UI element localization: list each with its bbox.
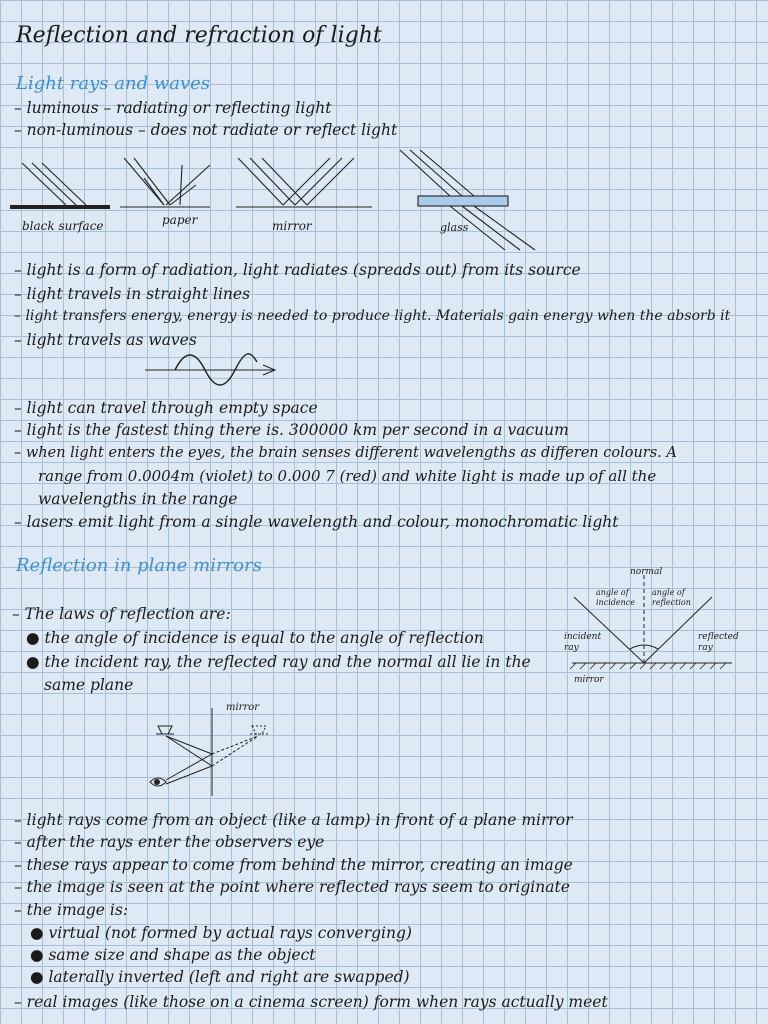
fact-line: – light travels as waves xyxy=(14,331,197,349)
bullet-icon: ● xyxy=(26,629,45,647)
label-mirror: mirror xyxy=(272,219,312,233)
surfaces-diagram xyxy=(0,0,768,270)
fact-line: range from 0.0004m (violet) to 0.000 7 (red) and white light is made up of all the xyxy=(38,467,657,485)
note-line-last: – real images (like those on a cinema screen) form when rays actually meet xyxy=(14,993,608,1011)
bullet-icon: ● xyxy=(30,968,49,986)
laws-intro: – The laws of reflection are: xyxy=(12,605,231,623)
page-title: Reflection and refraction of light xyxy=(16,23,382,48)
label-mirror-lamp: mirror xyxy=(226,702,260,713)
law-text: the angle of incidence is equal to the angle of reflection xyxy=(44,629,484,647)
label-black-surface: black surface xyxy=(22,219,104,233)
image-prop xyxy=(30,923,412,943)
bullet-icon: ● xyxy=(26,653,45,671)
bullet-icon: ● xyxy=(30,924,49,942)
note-line: – the image is: xyxy=(14,901,129,919)
note-line: – light rays come from an object (like a lamp) in front of a plane mirror xyxy=(14,811,573,829)
fact-line: – lasers emit light from a single wavelength and colour, monochromatic light xyxy=(14,513,619,531)
fact-line: – light transfers energy, energy is needed to produce light. Materials gain energy when the absorb it xyxy=(14,308,731,324)
label-glass: glass xyxy=(440,221,469,234)
image-prop-text: laterally inverted (left and right are swapped) xyxy=(48,968,410,986)
law-2-cont: same plane xyxy=(44,676,134,694)
luminous-line: – luminous – radiating or reflecting light xyxy=(14,99,332,117)
fact-line: – light is the fastest thing there is. 300000 km per second in a vacuum xyxy=(14,421,569,439)
label-normal: normal xyxy=(630,567,663,577)
fact-line: – light travels in straight lines xyxy=(14,285,251,303)
label-angle-reflection: angle of reflection xyxy=(652,588,691,607)
bullet-icon: ● xyxy=(30,946,49,964)
fact-line: – when light enters the eyes, the brain senses different wavelengths as differen colours. A xyxy=(14,445,677,461)
law-2 xyxy=(26,652,531,672)
reflection-angle-diagram xyxy=(562,565,762,685)
label-incident-ray: incident ray xyxy=(564,632,602,653)
law-text: the incident ray, the reflected ray and the normal all lie in the xyxy=(44,653,531,671)
section-heading-rays: Light rays and waves xyxy=(16,73,211,94)
fact-line: – light can travel through empty space xyxy=(14,399,318,417)
wave-diagram xyxy=(145,350,275,390)
note-line: – after the rays enter the observers eye xyxy=(14,833,325,851)
section-heading-mirrors: Reflection in plane mirrors xyxy=(16,555,262,576)
label-reflected-ray: reflected ray xyxy=(698,632,739,653)
note-line: – these rays appear to come from behind the mirror, creating an image xyxy=(14,856,573,874)
image-prop-text: virtual (not formed by actual rays converging) xyxy=(48,924,412,942)
label-paper: paper xyxy=(162,213,198,227)
label-angle-incidence: angle of incidence xyxy=(596,588,635,607)
note-line: – the image is seen at the point where reflected rays seem to originate xyxy=(14,878,570,896)
image-prop xyxy=(30,945,315,965)
fact-line: – light is a form of radiation, light radiates (spreads out) from its source xyxy=(14,261,581,279)
law-1 xyxy=(26,628,484,648)
label-mirror-angle: mirror xyxy=(574,675,604,685)
image-prop xyxy=(30,967,410,987)
non-luminous-line: – non-luminous – does not radiate or reflect light xyxy=(14,121,398,139)
image-prop-text: same size and shape as the object xyxy=(48,946,316,964)
fact-line: wavelengths in the range xyxy=(38,490,238,508)
